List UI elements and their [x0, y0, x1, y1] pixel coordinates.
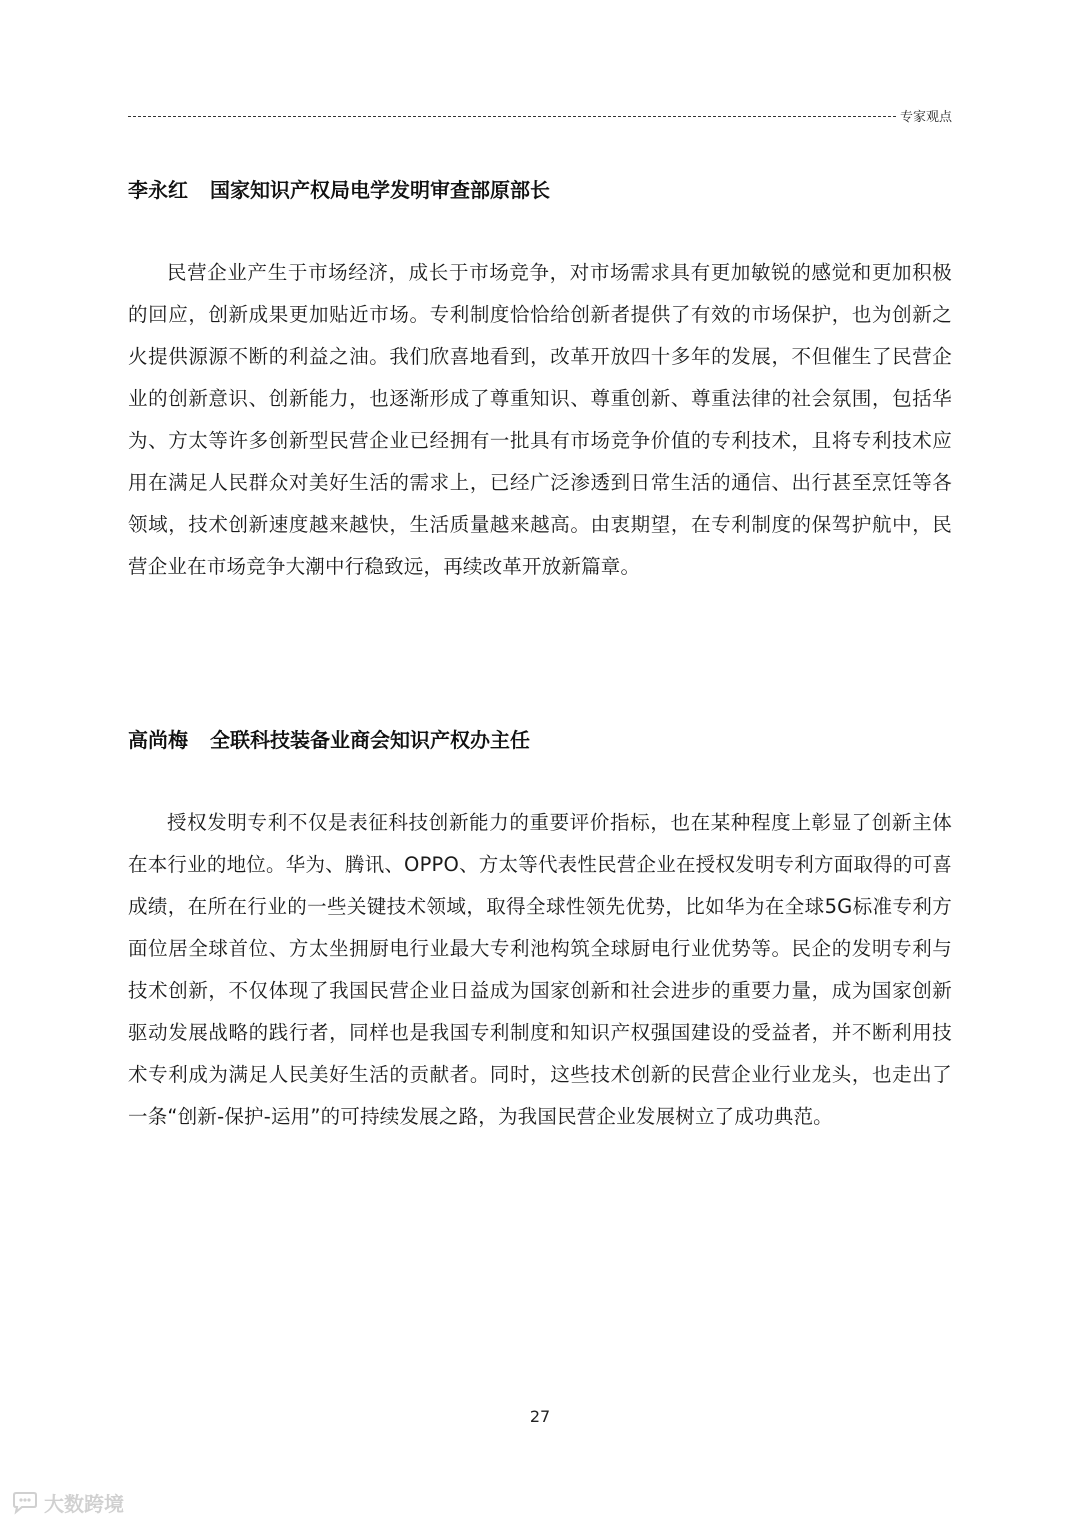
section-2-author: 高尚梅 [128, 728, 188, 752]
speech-bubble-logo-icon [10, 1491, 40, 1515]
watermark-text: 大数跨境 [44, 1492, 124, 1516]
watermark [10, 1488, 124, 1517]
section-2-author-title: 全联科技装备业商会知识产权办主任 [210, 728, 530, 752]
header-dashed-rule [128, 116, 896, 117]
header-section-label: 专家观点 [899, 109, 952, 125]
page-header [128, 103, 952, 127]
section-1-author-title: 国家知识产权局电学发明审查部原部长 [210, 178, 550, 202]
section-2-body: 授权发明专利不仅是表征科技创新能力的重要评价指标，也在某种程度上彰显了创新主体在本行业的地位。华为、腾讯、OPPO、方太等代表性民营企业在授权发明专利方面取得的可喜成绩，在所在行业的一些关键技术领域，取得全球性领先优势，比如华为在全球5G标准专利方面位居全球首位、方太坐拥厨电行业最大专利池构筑全球厨电行业优势等。民企的发明专利与技术创新，不仅体现了我国民营企业日益成为国家创新和社会进步的重要力量，成为国家创新驱动发展战略的践行者，同样也是我国专利制度和知识产权强国建设的受益者，并不断利用技术专利成为满足人民美好生活的贡献者。同时，这些技术创新的民营企业行业龙头，也走出了一条“创新-保护-运用”的可持续发展之路，为我国民营企业发展树立了成功典范。 [128, 811, 952, 1128]
section-heading-1 [128, 176, 550, 204]
section-1-body: 民营企业产生于市场经济，成长于市场竞争，对市场需求具有更加敏锐的感觉和更加积极的回应，创新成果更加贴近市场。专利制度恰恰给创新者提供了有效的市场保护，也为创新之火提供源源不断的利益之油。我们欣喜地看到，改革开放四十多年的发展，不但催生了民营企业的创新意识、创新能力，也逐渐形成了尊重知识、尊重创新、尊重法律的社会氛围，包括华为、方太等许多创新型民营企业已经拥有一批具有市场竞争价值的专利技术，且将专利技术应用在满足人民群众对美好生活的需求上，已经广泛渗透到日常生活的通信、出行甚至烹饪等各领域，技术创新速度越来越快，生活质量越来越高。由衷期望，在专利制度的保驾护航中，民营企业在市场竞争大潮中行稳致远，再续改革开放新篇章。 [128, 261, 952, 578]
page-number: 27 [529, 1407, 551, 1426]
section-heading-2 [128, 726, 530, 754]
section-1-author: 李永红 [128, 178, 188, 202]
